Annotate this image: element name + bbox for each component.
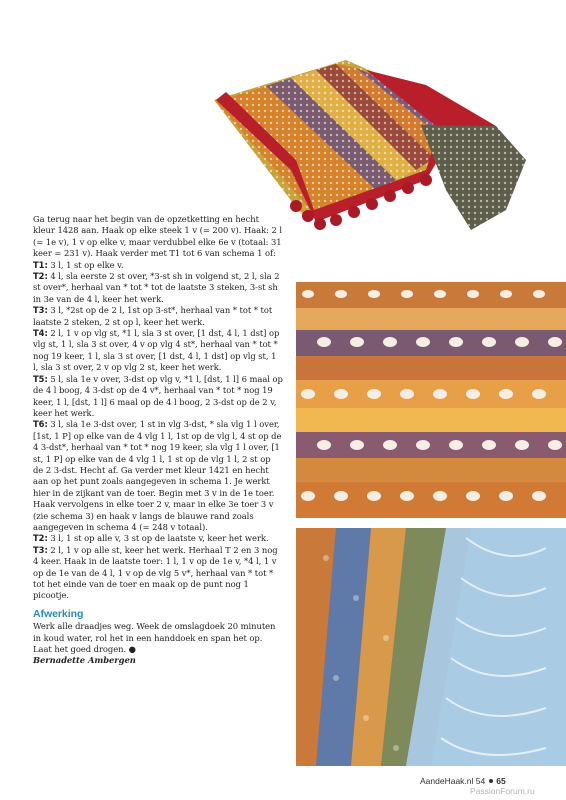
separator-dot-icon xyxy=(489,779,493,783)
shawl-photo xyxy=(196,30,536,240)
finishing-heading: Afwerking xyxy=(33,607,84,620)
lace-border-photo xyxy=(296,528,566,766)
row-t4: T4: 2 l, 1 v op vlg st, *1 l, sla 3 st over, [1 dst, 4 l, 1 dst] op vlg st, 1 l, sla 3 st over, 4 v op vlg 4 st*, herhaal van * tot * nog 19 keer, 1 l, sla 3 st over, [1 dst, 4 l, 1 dst] op vlg st, 1 l, sla 3 st over, 2 v op vlg 2 st, keer het werk. xyxy=(33,328,280,373)
row-t1: T1: 3 l, 1 st op elke v. xyxy=(33,259,124,270)
row-t5: T5: 5 l, sla 1e v over, 3-dst op vlg v, *1 l, [dst, 1 l] 6 maal op de 4 l boog, 4 3-dst op de 4 v*, herhaal van * tot * nog 19 keer, 1 l, [dst, 1 l] 6 maal op de 4 l boog, 2 3-dst op de 2 v, keer het werk. xyxy=(33,373,283,418)
row-t2-border: T2: 3 l, 1 st op alle v, 3 st op de laatste v, keer het werk. xyxy=(33,533,269,544)
row-t3-border: T3: 2 l, 1 v op alle st, keer het werk. Herhaal T 2 en 3 nog 4 keer. Haak in de laatste toer: 1 l, 1 v op de 1e v, *4 l, 1 v op de 1e van de 4 l, 1 v op de vlg 5 v*, herhaal van * tot * tot het einde van de toer en maak op de punt nog 1 picootje. xyxy=(33,544,278,601)
row-t2: T2: 4 l, sla eerste 2 st over, *3-st sh in volgend st, 2 l, sla 2 st over*, herhaal van * tot * tot de laatste 3 steken, 3-st sh in 3e van de 4 l, keer het werk. xyxy=(33,271,280,304)
author-name: Bernadette Ambergen xyxy=(33,655,136,666)
row-t6: T6: 3 l, sla 1e 3-dst over, 1 st in vlg 3-dst, * sla vlg 1 l over, [1st, 1 P] op elke van de 4 vlg 1 l, 1st op de vlg l, 4 st op de 4 3-dst*, herhaal van * tot * nog 19 keer, sla vlg 1 l over, [1 st, 1 P] op elke van de 4 vlg 1 l, 1 st op de vlg 1 l, 2 st op de 2 3-dst. Hecht af. Ga verder met kleur 1421 en hecht aan op het punt zoals aangegeven in schema 1. Je werkt hier in de zijkant van de toer. Begin met 3 v in de 1e toer. Haak vervolgens in elke toer 2 v, maar in elke 3e toer 3 v (zie schema 3) en haak v langs de blauwe rand zoals aangegeven in schema 4 (= 248 v totaal). xyxy=(33,419,282,532)
magazine-name: AandeHaak.nl 54 xyxy=(420,776,486,786)
stitch-closeup-photo xyxy=(296,282,566,518)
watermark: PassionForum.ru xyxy=(470,786,535,796)
intro-paragraph: Ga terug naar het begin van de opzetketting en hecht kleur 1428 aan. Haak op elke steek 1 v (= 200 v). Haak: 2 l (= 1e v), 1 v op elke v, maar verdubbel elke 6e v (totaal: 31 keer = 231 v). Haak verder met T1 tot 6 van schema 1 of: xyxy=(33,214,283,259)
finishing-paragraph: Werk alle draadjes weg. Week de omslagdoek 20 minuten in koud water, rol het in een handdoek en span het op. Laat het goed drogen. ● xyxy=(33,621,276,655)
lace-border-image xyxy=(296,528,566,766)
page-number: 65 xyxy=(496,776,506,786)
instructions-column xyxy=(33,214,283,667)
row-t3: T3: 3 l, *2st op de 2 l, 1st op 3-st*, herhaal van * tot * tot laatste 2 steken, 2 st op l, keer het werk. xyxy=(33,305,273,327)
stitch-closeup-image xyxy=(296,282,566,518)
